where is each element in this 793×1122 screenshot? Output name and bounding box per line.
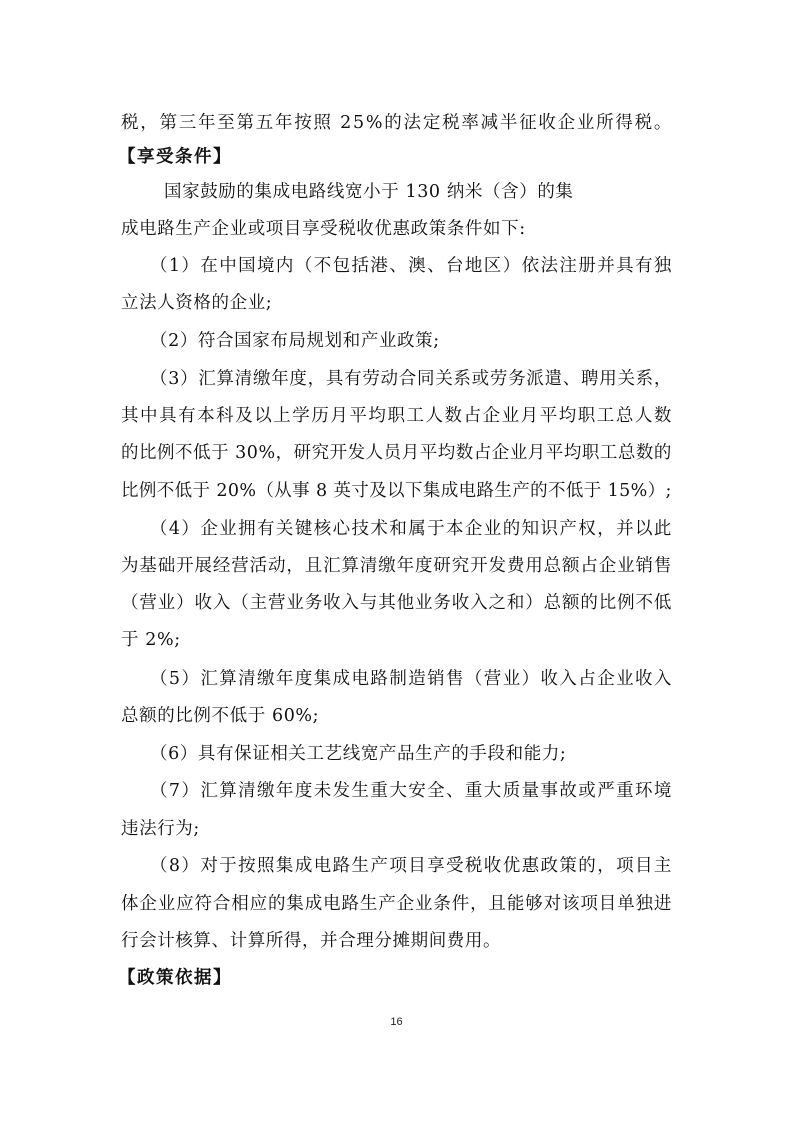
item-6-text-1: （6）具有保证相关工艺线宽产品生产的手段和能力; (150, 744, 567, 764)
item-5-text-1: （5）汇算清缴年度集成电路制造销售（营业）收入占企业收入 (150, 669, 673, 689)
item-7-text-2: 违法行为; (121, 819, 200, 839)
condition-item-1-line-1 (0, 254, 793, 278)
item-8-text-2: 体企业应符合相应的集成电路生产企业条件，且能够对该项目单独进 (121, 894, 673, 914)
lead-text-1: 国家鼓励的集成电路线宽小于 130 纳米（含）的集 (164, 182, 574, 202)
item-7-text-1: （7）汇算清缴年度未发生重大安全、重大质量事故或严重环境 (150, 781, 673, 801)
item-1-text-2: 立法人资格的企业; (121, 293, 273, 313)
item-3-text-3: 的比例不低于 30%，研究开发人员月平均数占企业月平均职工总数的 (121, 443, 672, 463)
item-8-text-3: 行会计核算、计算所得，并合理分摊期间费用。 (121, 931, 502, 951)
condition-item-3-line-1 (0, 367, 793, 391)
condition-item-8-line-2 (0, 892, 793, 916)
item-2-text-1: （2）符合国家布局规划和产业政策; (150, 331, 440, 351)
page-number: 16 (390, 1016, 403, 1028)
item-3-text-1: （3）汇算清缴年度，具有劳动合同关系或劳务派遣、聘用关系， (150, 369, 673, 389)
condition-item-7-line-1 (0, 779, 793, 803)
condition-item-4-line-1 (0, 517, 793, 541)
condition-item-3-line-4 (0, 479, 793, 503)
condition-item-8-line-3 (0, 929, 793, 953)
conditions-lead-line-2 (0, 217, 793, 241)
intro-line (0, 111, 793, 135)
intro-line-text: 税，第三年至第五年按照 25%的法定税率减半征收企业所得税。 (121, 113, 674, 133)
condition-item-2-line-1 (0, 329, 793, 353)
item-1-text-1: （1）在中国境内（不包括港、澳、台地区）依法注册并具有独 (150, 256, 673, 276)
item-8-text-1: （8）对于按照集成电路生产项目享受税收优惠政策的，项目主 (150, 856, 673, 876)
condition-item-5-line-2 (0, 704, 793, 728)
section-heading-basis (0, 966, 793, 990)
condition-item-1-line-2 (0, 291, 793, 315)
item-5-text-2: 总额的比例不低于 60%; (121, 706, 320, 726)
condition-item-8-line-1 (0, 854, 793, 878)
item-4-text-3: （营业）收入（主营业务收入与其他业务收入之和）总额的比例不低 (121, 593, 673, 613)
condition-item-5-line-1 (0, 667, 793, 691)
item-3-text-4: 比例不低于 20%（从事 8 英寸及以下集成电路生产的不低于 15%）; (121, 481, 672, 501)
condition-item-4-line-3 (0, 591, 793, 615)
condition-item-3-line-3 (0, 441, 793, 465)
item-4-text-1: （4）企业拥有关键核心技术和属于本企业的知识产权，并以此 (150, 519, 673, 539)
item-3-text-2: 其中具有本科及以上学历月平均职工人数占企业月平均职工总人数 (121, 406, 673, 426)
item-4-text-4: 于 2%; (121, 630, 181, 650)
basis-heading-text: 【政策依据】 (118, 968, 232, 988)
condition-item-3-line-2 (0, 404, 793, 428)
condition-item-4-line-2 (0, 554, 793, 578)
condition-item-7-line-2 (0, 817, 793, 841)
condition-item-6-line-1 (0, 742, 793, 766)
section-heading-conditions (0, 145, 793, 169)
item-4-text-2: 为基础开展经营活动，且汇算清缴年度研究开发费用总额占企业销售 (121, 556, 673, 576)
condition-item-4-line-4 (0, 628, 793, 652)
lead-text-2: 成电路生产企业或项目享受税收优惠政策条件如下: (121, 219, 526, 239)
conditions-heading-text: 【享受条件】 (118, 147, 232, 167)
conditions-lead-line-1 (0, 180, 793, 204)
